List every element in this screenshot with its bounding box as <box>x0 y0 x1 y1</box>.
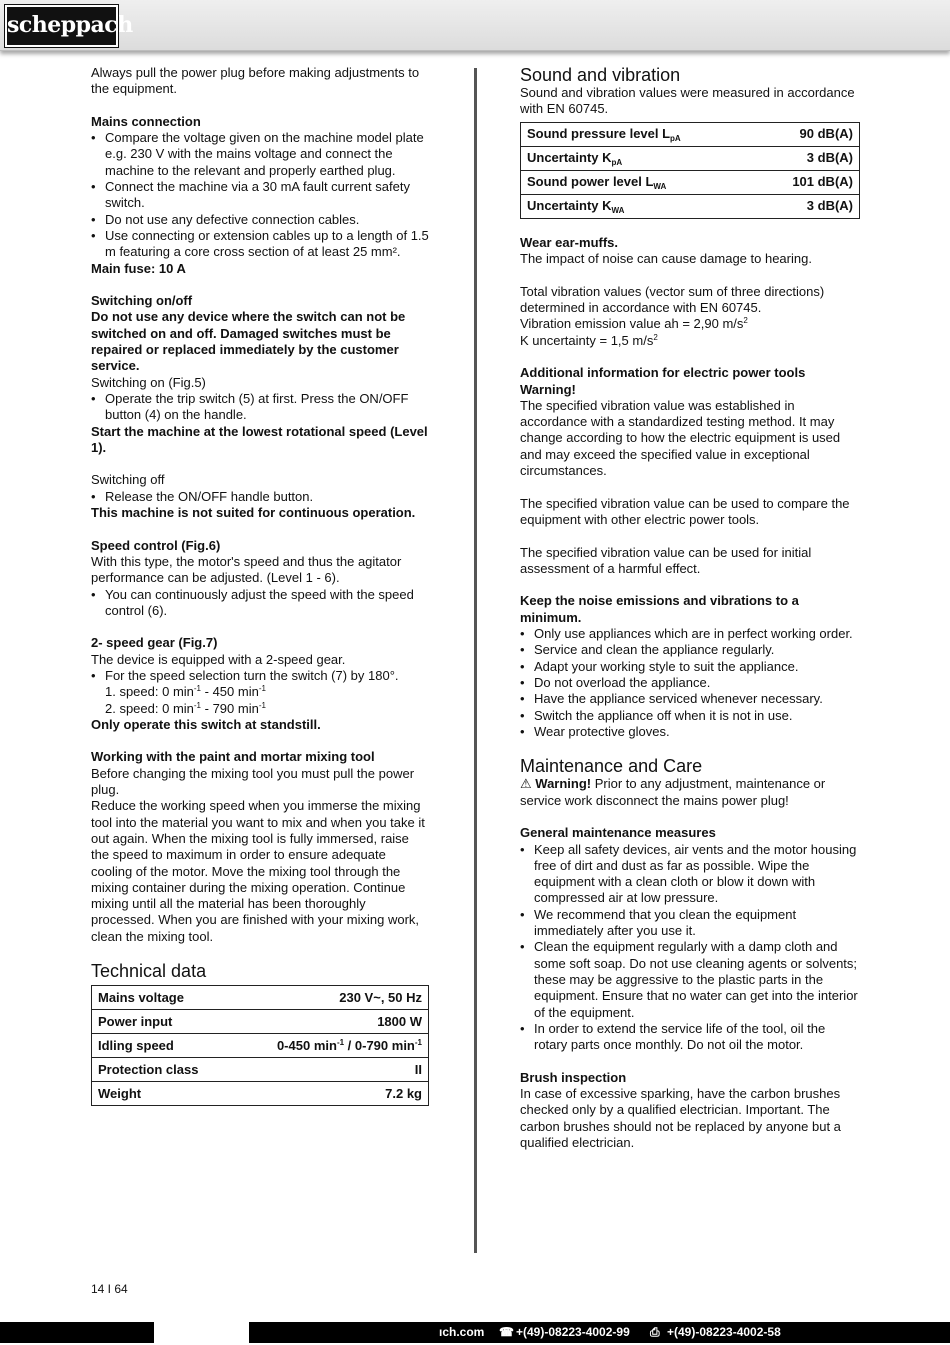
mixing-text-1: Before changing the mixing tool you must pull the power plug. <box>91 765 415 798</box>
tech-heading: Technical data <box>91 961 207 982</box>
right-column <box>520 65 860 1151</box>
table-cell: Protection class <box>92 1058 233 1082</box>
initial-text: The specified vibration value can be used for initial assessment of a harmful effect. <box>520 544 812 576</box>
table-cell: 90 dB(A) <box>756 122 860 146</box>
main-fuse: Main fuse: 10 A <box>91 260 186 276</box>
mains-list <box>91 130 429 260</box>
table-cell: Idling speed <box>92 1034 233 1058</box>
speed-text: With this type, the motor's speed and thus the agitator performance can be adjusted. (Level 1 - 6). <box>91 553 402 586</box>
mains-heading: Mains connection <box>91 113 201 129</box>
mixing-heading: Working with the paint and mortar mixing tool <box>91 749 375 765</box>
switching-off-list <box>91 489 429 505</box>
list-item: • Clean the equipment regularly with a damp cloth and some soft soap. Do not use cleaning agents or solvents; these may be aggressive to the plastic parts in the equipment. Ensure that no water can get into the interior of the equipment. <box>520 939 860 1020</box>
speed-list <box>91 587 429 620</box>
additional-text: The specified vibration value was established in accordance with a standardized testing method. It may change according to how the electric equipment is used and may exceed the specified value in exceptional circumstances. <box>520 397 841 479</box>
list-item: • Operate the trip switch (5) at first. Press the ON/OFF button (4) on the handle. <box>91 391 429 424</box>
switching-heading: Switching on/off <box>91 293 193 309</box>
list-item: • You can continuously adjust the speed with the speed control (6). <box>91 587 429 620</box>
start-note: Start the machine at the lowest rotational speed (Level 1). <box>91 423 428 455</box>
list-item: • Have the appliance serviced whenever necessary. <box>520 691 860 707</box>
table-row <box>521 122 860 146</box>
list-item: • Use connecting or extension cables up to a length of 1.5 m featuring a core cross section of at least 25 mm². <box>91 228 429 261</box>
table-cell: 101 dB(A) <box>756 170 860 194</box>
table-cell: Uncertainty $K_{pA}$ <box>521 146 756 170</box>
footer-web: ıch.com <box>439 1325 485 1339</box>
continuous-note: This machine is not suited for continuous operation. <box>91 505 416 521</box>
speed-1: 1. speed: 0 $\min^{-1} - 450$ $\min^{-1}$ <box>105 684 266 700</box>
footer-strip <box>0 1322 154 1343</box>
warning-triangle-icon: ⚠ <box>520 776 532 792</box>
sound-text: Sound and vibration values were measured in accordance with EN 60745. <box>520 85 855 117</box>
tech-table <box>91 985 429 1106</box>
list-item: • In order to extend the service life of the tool, oil the rotary parts once monthly. Do not oil the motor. <box>520 1021 860 1054</box>
maintenance-list <box>520 842 860 1054</box>
table-cell: 3 dB(A) <box>756 194 860 218</box>
mixing-text-2: Reduce the working speed when you immerse the mixing tool into the material you want to mix and when you take it out again. When the mixing tool is fully immersed, raise the speed to maximum in order to ensure adequate cooling of the motor. Move the mixing tool through the mixing container during the mixing operation. Continue mixing until all the material has been thoroughly processed. When you are finished with your mixing work, clean the mixing tool. <box>91 798 425 944</box>
list-item: • Adapt your working style to suit the appliance. <box>520 659 860 675</box>
table-row <box>92 1058 429 1082</box>
list-item: • Service and clean the appliance regularly. <box>520 642 860 658</box>
sound-heading: Sound and vibration <box>520 65 681 85</box>
table-row <box>92 1010 429 1034</box>
list-item: • We recommend that you clean the equipment immediately after you use it. <box>520 907 860 940</box>
list-item: • Connect the machine via a 30 mA fault current safety switch. <box>91 179 429 212</box>
list-item: • Compare the voltage given on the machine model plate e.g. 230 V with the mains voltage and connect the machine to the relevant and properly earthed plug. <box>91 130 429 179</box>
gear-text: The device is equipped with a 2-speed gear. <box>91 651 346 667</box>
left-column <box>91 65 429 1106</box>
footer-phone: +(49)-08223-4002-99 <box>516 1325 630 1339</box>
fax-icon: ⎙ <box>650 1325 660 1339</box>
page-number: 14 I 64 <box>91 1282 128 1296</box>
table-cell: Uncertainty $K_{WA}$ <box>521 194 756 218</box>
vibration-text: Total vibration values (vector sum of three directions) determined in accordance with EN 60745. <box>520 283 825 316</box>
table-cell: Sound pressure level $L_{pA}$ <box>521 122 756 146</box>
maintenance-heading: Maintenance and Care <box>520 756 703 777</box>
table-cell: Power input <box>92 1010 233 1034</box>
list-item: • Keep all safety devices, air vents and the motor housing free of dirt and dust as far as possible. Wipe the equipment with a clean cloth or blow it down with compressed air at low pressure. <box>520 842 860 907</box>
speed-heading: Speed control (Fig.6) <box>91 537 221 553</box>
gear-heading: 2- speed gear (Fig.7) <box>91 635 218 651</box>
table-cell: Mains voltage <box>92 986 233 1010</box>
list-item: • Do not use any defective connection cables. <box>91 212 429 228</box>
warning-heading: Warning! <box>520 381 576 397</box>
table-cell: 7.2 kg <box>232 1082 428 1106</box>
table-row <box>92 1034 429 1058</box>
table-row <box>521 170 860 194</box>
table-row <box>92 986 429 1010</box>
switching-on-list <box>91 391 429 424</box>
gear-note: Only operate this switch at standstill. <box>91 716 321 732</box>
list-item: • Wear protective gloves. <box>520 724 860 740</box>
header-bar <box>0 0 950 51</box>
table-cell: Sound power level $L_{WA}$ <box>521 170 756 194</box>
table-row <box>92 1082 429 1106</box>
table-cell: 1800 W <box>232 1010 428 1034</box>
switching-off-label: Switching off <box>91 472 165 488</box>
gear-list <box>91 668 429 684</box>
list-item: • For the speed selection turn the switch (7) by 180°. <box>91 668 429 684</box>
list-item: • Do not overload the appliance. <box>520 675 860 691</box>
footer-fax: +(49)-08223-4002-58 <box>667 1325 781 1339</box>
switching-on-label: Switching on (Fig.5) <box>91 374 206 390</box>
sound-table <box>520 122 860 219</box>
phone-icon: ☎ <box>499 1325 514 1339</box>
vibration-uncertainty: K uncertainty = 1,5 $m/s^2$ <box>520 332 658 348</box>
general-maintenance-heading: General maintenance measures <box>520 825 716 841</box>
footer-contact-bar <box>249 1322 950 1343</box>
table-row <box>521 146 860 170</box>
idling-speed-value: 0-450 $\min^{-1} / 0-790$ $\min^{-1}$ <box>232 1034 428 1058</box>
list-item: • Switch the appliance off when it is not in use. <box>520 708 860 724</box>
table-cell: Weight <box>92 1082 233 1106</box>
column-divider <box>474 68 477 1253</box>
intro-text: Always pull the power plug before making adjustments to the equipment. <box>91 65 420 97</box>
brand-logo: scheppach <box>5 5 118 47</box>
speed-2: 2. speed: 0 $\min^{-1} - 790$ $\min^{-1}$ <box>105 700 266 716</box>
keep-heading: Keep the noise emissions and vibrations to a minimum. <box>520 593 799 625</box>
switching-warning: Do not use any device where the switch can not be switched on and off. Damaged switches must be repaired or replaced immediately by the customer service. <box>91 309 406 374</box>
additional-heading: Additional information for electric power tools <box>520 365 806 381</box>
brush-heading: Brush inspection <box>520 1069 627 1085</box>
brush-text: In case of excessive sparking, have the carbon brushes checked only by a qualified electrician. Important. The carbon brushes should not be replaced by anyone but a qualified electrician. <box>520 1086 841 1150</box>
table-row <box>521 194 860 218</box>
keep-list <box>520 626 860 740</box>
vibration-emission: Vibration emission value ah = 2,90 $m/s^2$ <box>520 316 748 332</box>
list-item: • Only use appliances which are in perfect working order. <box>520 626 860 642</box>
table-cell: 230 V~, 50 Hz <box>232 986 428 1010</box>
earmuffs-heading: Wear ear-muffs. <box>520 234 619 250</box>
maintenance-warning: ⚠ Warning! Prior to any adjustment, maintenance or service work disconnect the mains power plug! <box>520 776 826 808</box>
earmuffs-text: The impact of noise can cause damage to hearing. <box>520 251 812 267</box>
table-cell: II <box>232 1058 428 1082</box>
compare-text: The specified vibration value can be used to compare the equipment with other electric power tools. <box>520 495 850 527</box>
list-item: • Release the ON/OFF handle button. <box>91 489 429 505</box>
table-cell: 3 dB(A) <box>756 146 860 170</box>
